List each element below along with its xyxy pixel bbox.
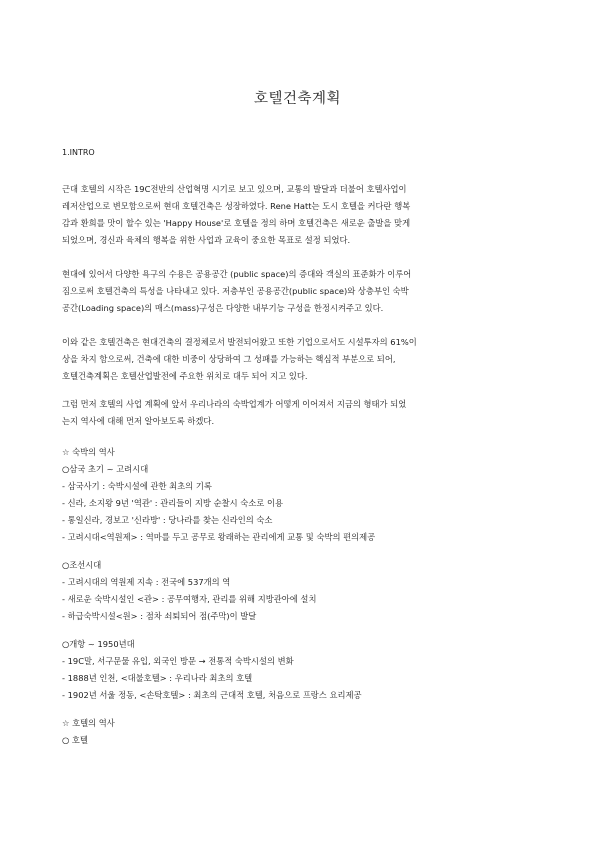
document-title: 호텔건축계획 xyxy=(253,91,342,107)
history-joseon xyxy=(62,557,540,625)
paragraph-1 xyxy=(62,181,540,249)
paragraph-line: 감과 환희를 맛이 할수 있는 'Happy House'로 호텔을 정의 하며 호텔건축은 새로운 출발을 맞게 xyxy=(62,218,411,228)
history-line: ○ 호텔 xyxy=(62,735,88,745)
paragraph-line: 호텔건축계획은 호텔산업발전에 주요한 위치로 대두 되어 지고 있다. xyxy=(62,371,308,381)
paragraph-line: 되었으며, 경신과 육체의 행복을 위한 사업과 교육이 중요한 목표로 설정 되었다. xyxy=(62,235,351,245)
history-line: ☆ 호텔의 역사 xyxy=(62,718,115,728)
history-line: - 1902년 서울 정동, <손탁호텔> : 최초의 근대적 호텔, 처음으로 프랑스 요리제공 xyxy=(62,690,362,700)
history-hotel xyxy=(62,715,540,749)
history-line: - 1888년 인천, <대불호텔> : 우리나라 최초의 호텔 xyxy=(62,673,253,683)
paragraph-line: 근대 호텔의 시작은 19C전반의 산업혁명 시기로 보고 있으며, 교통의 발달과 더불어 호텔사업이 xyxy=(62,184,407,194)
paragraph-line: 짐으로써 호텔건축의 특성을 나타내고 있다. 저층부인 공용공간(public space)와 상층부인 숙박 xyxy=(62,286,409,296)
section-heading-intro: 1.INTRO xyxy=(62,148,95,157)
paragraph-line: 공간(Loading space)의 매스(mass)구성은 다양한 내부기능 구성을 한정시켜주고 있다. xyxy=(62,303,384,313)
paragraph-4 xyxy=(62,396,540,430)
history-line: - 통일신라, 경보고 '신라방' : 당나라를 찾는 신라인의 숙소 xyxy=(62,515,273,525)
history-line: - 고려시대<역원제> : 역마를 두고 공무로 왕래하는 관리에게 교통 및 숙박의 편의제공 xyxy=(62,532,376,542)
history-line: ☆ 숙박의 역사 xyxy=(62,447,115,457)
history-opening-port xyxy=(62,636,540,704)
history-line: - 고려시대의 역원제 지속 : 전국에 537개의 역 xyxy=(62,577,231,587)
paragraph-line: 상을 차지 함으로써, 건축에 대한 비중이 상당하여 그 성패를 가능하는 핵심적 부분으로 되어, xyxy=(62,354,396,364)
paragraph-line: 그럼 먼저 호텔의 사업 계획에 앞서 우리나라의 숙박업계가 어떻게 이어져서 지금의 형태가 되었 xyxy=(62,399,407,409)
history-line: - 새로운 숙박시설인 <관> : 공무여행자, 관리를 위해 지방관아에 설치 xyxy=(62,594,317,604)
paragraph-line: 는지 역사에 대해 먼저 알아보도록 하겠다. xyxy=(62,416,215,426)
history-line: ○개항 ~ 1950년대 xyxy=(62,639,135,649)
paragraph-2 xyxy=(62,266,540,317)
paragraph-line: 현대에 있어서 다양한 욕구의 수용은 공용공간 (public space)의 증대와 객실의 표준화가 이루어 xyxy=(62,269,412,279)
history-lodging-early xyxy=(62,444,540,546)
paragraph-line: 레저산업으로 변모함으로써 현대 호텔건축은 성장하였다. Rene Hatt는 도시 호텔을 커다란 행복 xyxy=(62,201,411,211)
history-line: ○삼국 초기 ~ 고려시대 xyxy=(62,464,149,474)
history-line: - 19C말, 서구문물 유입, 외국인 방문 → 전통적 숙박시설의 변화 xyxy=(62,656,294,666)
history-line: ○조선시대 xyxy=(62,560,102,570)
history-line: - 신라, 소지왕 9년 '역관' : 관리들이 지방 순찰시 숙소로 이용 xyxy=(62,498,283,508)
paragraph-3 xyxy=(62,334,540,385)
paragraph-line: 이와 같은 호텔건축은 현대건축의 결정체로서 발전되어왔고 또한 기업으로서도 시설투자의 61%이 xyxy=(62,337,417,347)
history-line: - 삼국사기 : 숙박시설에 관한 최초의 기록 xyxy=(62,481,212,491)
history-line: - 하급숙박시설<원> : 점차 쇠퇴되어 점(주막)이 발달 xyxy=(62,611,257,621)
